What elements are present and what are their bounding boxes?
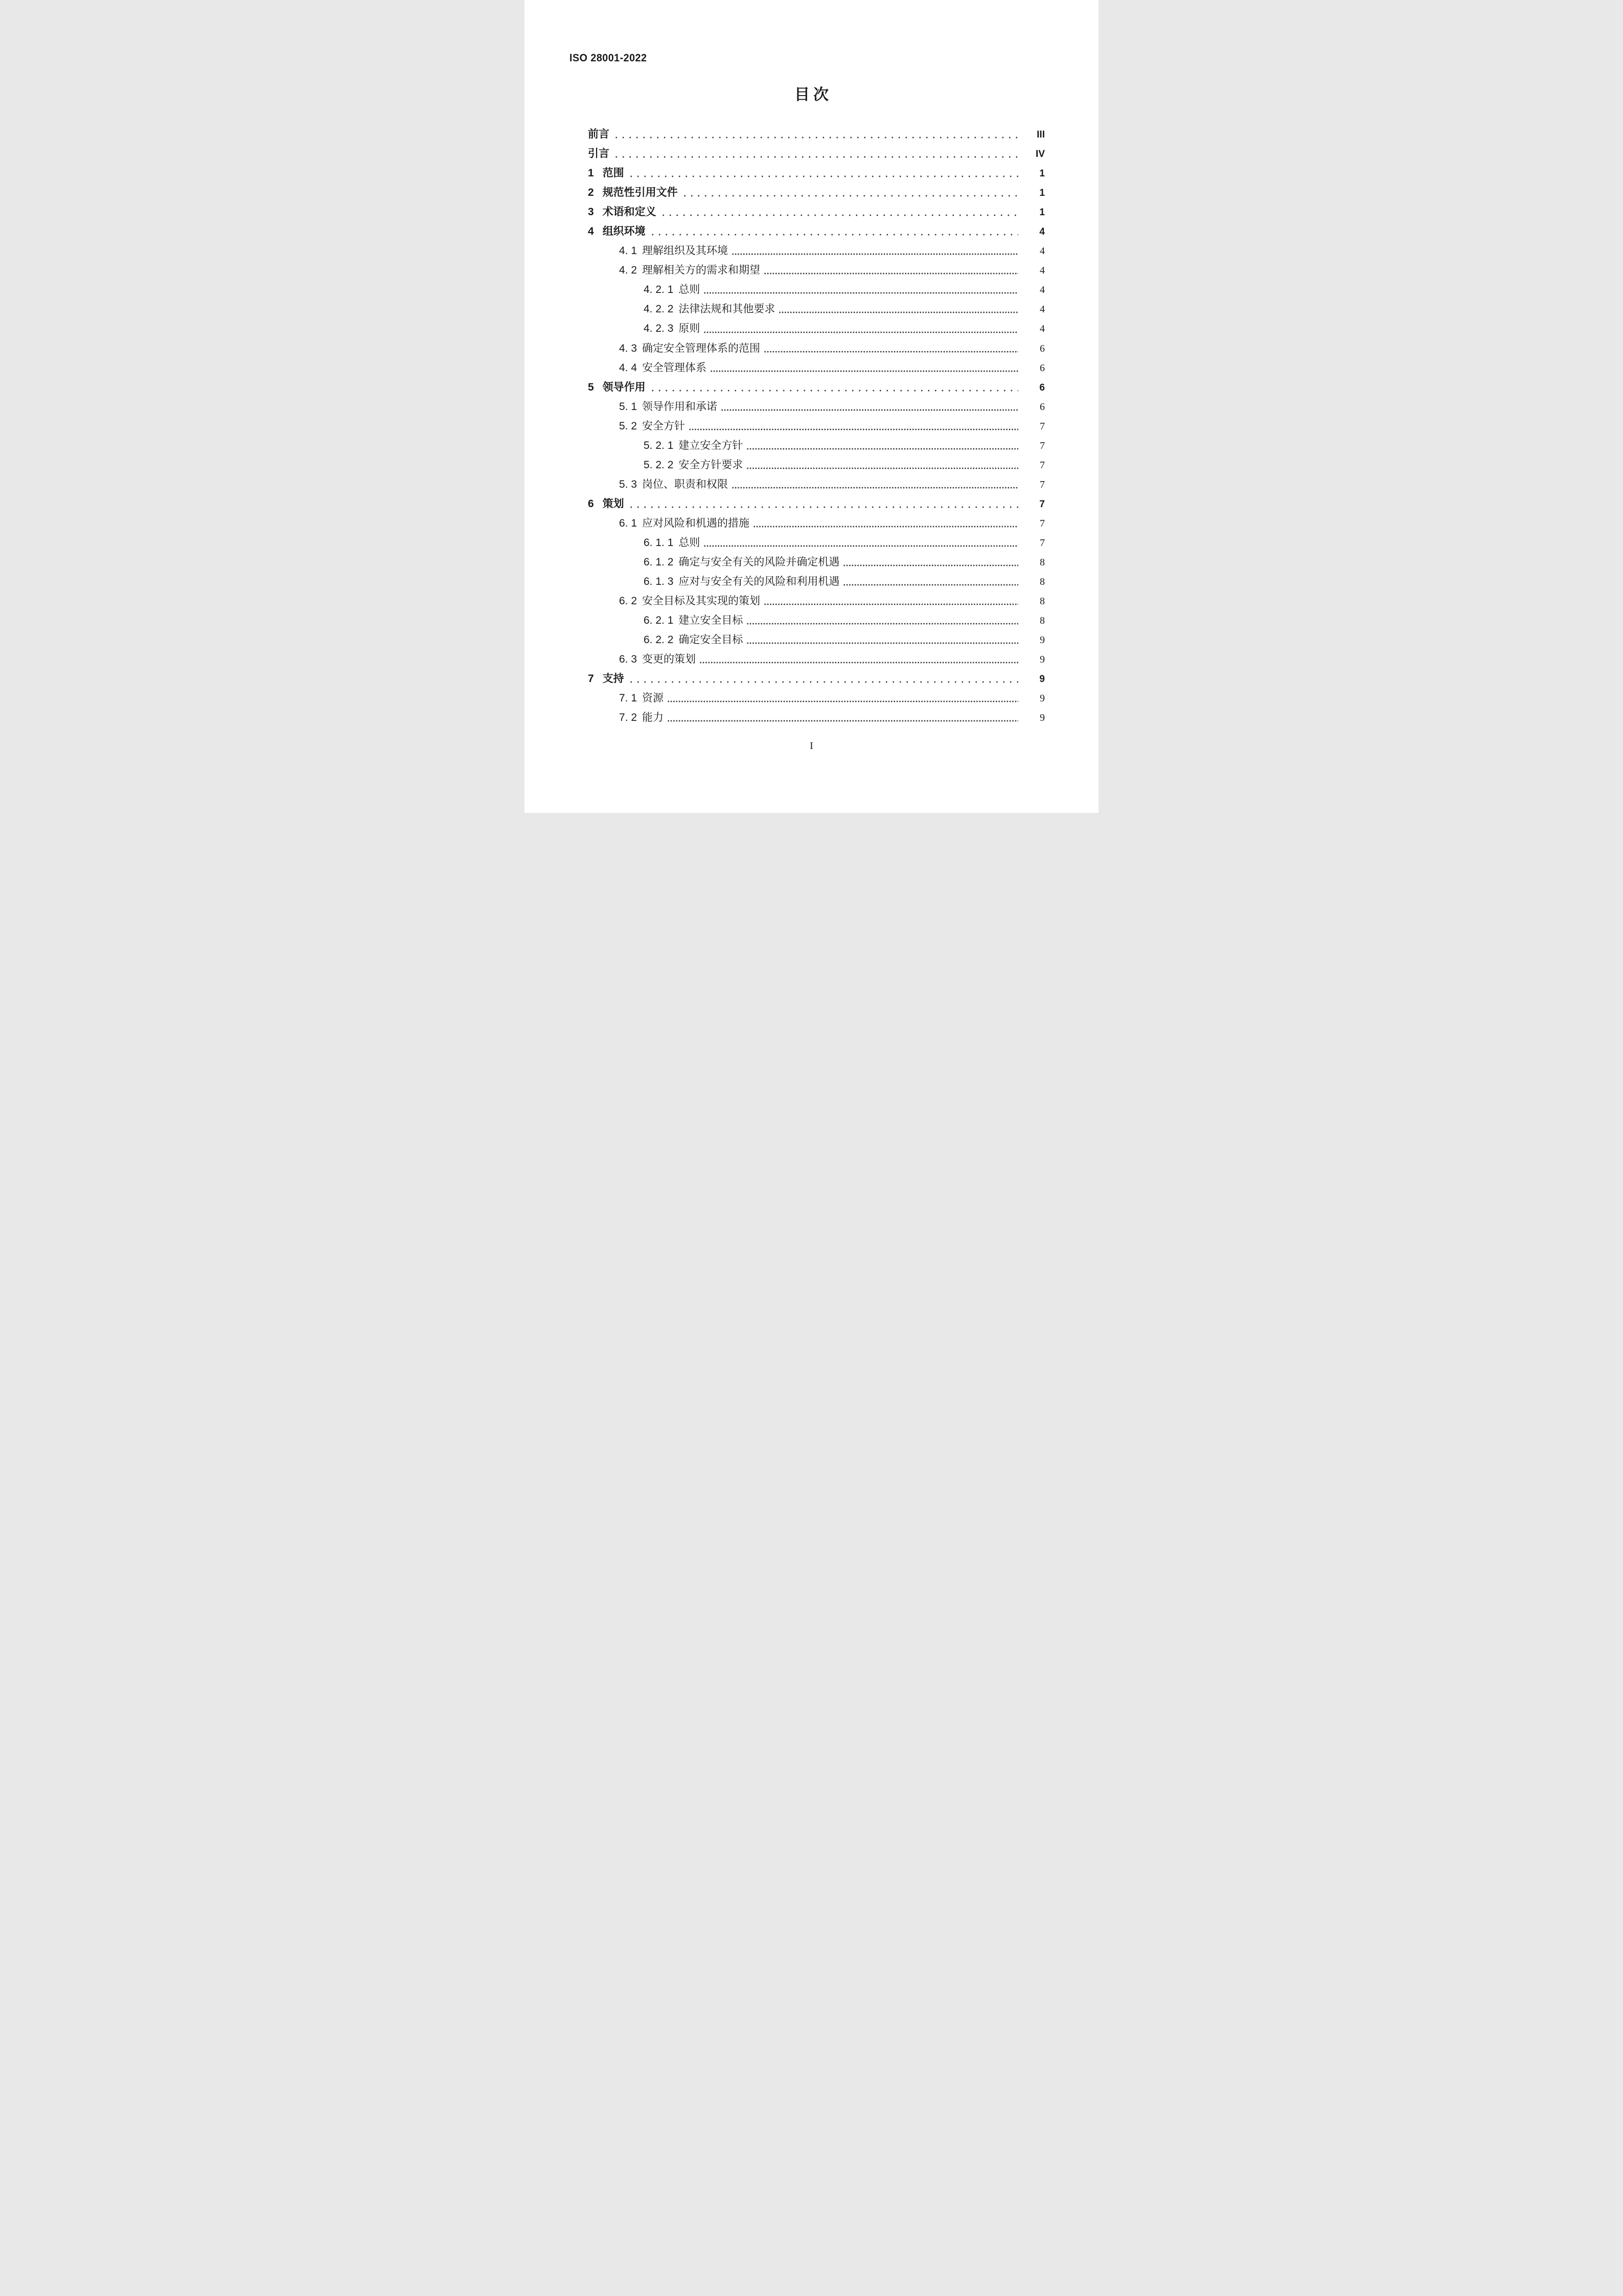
entry-label: 范围 — [602, 167, 624, 179]
dot-leader — [703, 545, 1018, 547]
dot-leader — [732, 253, 1018, 255]
entry-page-number: 1 — [1039, 207, 1045, 218]
dot-leader — [628, 175, 1018, 177]
entry-label: 应对风险和机遇的措施 — [642, 517, 750, 529]
entry-number: 6. 1. 2 — [644, 556, 674, 569]
entry-label: 能力 — [642, 712, 664, 724]
entry-label: 规范性引用文件 — [602, 187, 678, 199]
entry-page-number: III — [1037, 129, 1045, 140]
entry-label: 理解相关方的需求和期望 — [642, 264, 761, 277]
entry-label: 领导作用和承诺 — [642, 400, 718, 413]
entry-page-number: 8 — [1040, 576, 1045, 588]
toc-entry — [524, 630, 1099, 650]
entry-page-number: 8 — [1040, 557, 1045, 569]
entry-page-number: 4 — [1040, 265, 1045, 277]
toc-entry — [524, 319, 1099, 338]
dot-leader — [843, 564, 1018, 566]
toc-entry — [524, 397, 1099, 417]
dot-leader — [746, 623, 1018, 625]
entry-page-number: 7 — [1040, 440, 1045, 451]
entry-label: 策划 — [602, 497, 624, 510]
toc-entry — [524, 650, 1099, 669]
entry-page-number: 9 — [1040, 654, 1045, 666]
entry-number: 6. 1. 3 — [644, 576, 674, 588]
entry-label: 前言 — [588, 128, 609, 140]
entry-page-number: 1 — [1039, 188, 1045, 199]
dot-leader — [721, 409, 1018, 411]
entry-number: 4. 2 — [619, 264, 637, 277]
page-title: 目次 — [794, 86, 832, 103]
toc-entry — [524, 572, 1099, 592]
dot-leader — [779, 311, 1018, 313]
entry-page-number: 6 — [1040, 401, 1045, 413]
entry-number: 3 — [588, 206, 594, 218]
entry-page-number: 6 — [1040, 362, 1045, 374]
entry-page-number: 4 — [1039, 226, 1045, 238]
toc-entry — [524, 183, 1099, 202]
entry-number: 6. 1. 1 — [644, 536, 674, 549]
dot-leader — [746, 642, 1018, 644]
entry-number: 2 — [588, 187, 594, 199]
entry-number: 5. 2. 1 — [644, 439, 674, 451]
entry-number: 5. 2. 2 — [644, 459, 674, 471]
toc-entry — [524, 378, 1099, 397]
dot-leader — [681, 195, 1018, 197]
dot-leader — [746, 448, 1018, 450]
document-page — [524, 0, 1099, 813]
dot-leader — [764, 272, 1018, 275]
footer-page-number: I — [810, 740, 813, 752]
entry-label: 术语和定义 — [602, 206, 656, 218]
doc-code: ISO 28001-2022 — [569, 52, 647, 64]
entry-page-number: IV — [1036, 149, 1045, 160]
toc-entry — [524, 202, 1099, 222]
dot-leader — [703, 292, 1018, 294]
toc-entry — [524, 417, 1099, 436]
toc-entry — [524, 475, 1099, 494]
entry-label: 支持 — [602, 673, 624, 685]
toc-entry — [524, 669, 1099, 689]
entry-number: 4. 2. 3 — [644, 323, 674, 335]
entry-number: 5. 1 — [619, 400, 637, 413]
entry-label: 资源 — [642, 692, 664, 704]
entry-label: 确定安全目标 — [678, 634, 743, 646]
entry-page-number: 9 — [1040, 693, 1045, 704]
dot-leader — [628, 681, 1018, 683]
toc-list — [524, 125, 1099, 728]
toc-entry — [524, 708, 1099, 728]
entry-label: 变更的策划 — [642, 653, 696, 666]
entry-page-number: 9 — [1040, 634, 1045, 646]
entry-page-number: 6 — [1040, 343, 1045, 354]
entry-page-number: 9 — [1039, 674, 1045, 685]
entry-label: 法律法规和其他要求 — [678, 303, 775, 315]
toc-entry — [524, 125, 1099, 144]
entry-label: 安全方针要求 — [678, 459, 743, 471]
entry-page-number: 7 — [1039, 498, 1045, 510]
entry-label: 安全目标及其实现的策划 — [642, 595, 761, 607]
toc-entry — [524, 300, 1099, 319]
dot-leader — [843, 584, 1018, 586]
dot-leader — [699, 662, 1018, 664]
entry-label: 建立安全方针 — [678, 439, 743, 451]
entry-number: 4. 4 — [619, 361, 637, 374]
entry-page-number: 8 — [1040, 615, 1045, 627]
entry-number: 6. 1 — [619, 517, 637, 529]
entry-number: 5. 2 — [619, 420, 637, 432]
dot-leader — [649, 390, 1018, 392]
entry-label: 原则 — [678, 323, 700, 335]
toc-entry — [524, 358, 1099, 378]
entry-number: 7 — [588, 673, 594, 685]
entry-page-number: 6 — [1039, 382, 1045, 393]
entry-number: 4. 3 — [619, 342, 637, 354]
dot-leader — [660, 214, 1018, 216]
entry-number: 4. 1 — [619, 245, 637, 257]
dot-leader — [764, 603, 1018, 605]
entry-number: 7. 2 — [619, 712, 637, 724]
entry-page-number: 1 — [1039, 168, 1045, 179]
entry-number: 4. 2. 2 — [644, 303, 674, 315]
toc-entry — [524, 689, 1099, 708]
dot-leader — [703, 331, 1018, 333]
entry-number: 4. 2. 1 — [644, 284, 674, 296]
dot-leader — [746, 467, 1018, 469]
entry-number: 4 — [588, 225, 594, 238]
entry-label: 确定安全管理体系的范围 — [642, 342, 761, 354]
entry-page-number: 4 — [1040, 245, 1045, 257]
entry-number: 1 — [588, 167, 594, 179]
entry-page-number: 7 — [1040, 479, 1045, 490]
entry-page-number: 7 — [1040, 459, 1045, 471]
toc-entry — [524, 456, 1099, 475]
entry-label: 安全方针 — [642, 420, 685, 432]
toc-entry — [524, 222, 1099, 241]
entry-page-number: 4 — [1040, 323, 1045, 335]
entry-number: 6 — [588, 497, 594, 510]
entry-label: 组织环境 — [602, 225, 646, 238]
toc-entry — [524, 436, 1099, 456]
entry-label: 建立安全目标 — [678, 615, 743, 627]
entry-page-number: 4 — [1040, 284, 1045, 296]
entry-number: 6. 2 — [619, 595, 637, 607]
entry-label: 确定与安全有关的风险并确定机遇 — [678, 556, 840, 569]
dot-leader — [753, 526, 1018, 528]
entry-page-number: 4 — [1040, 304, 1045, 315]
dot-leader — [628, 506, 1018, 508]
toc-entry — [524, 611, 1099, 630]
toc-entry — [524, 494, 1099, 514]
dot-leader — [710, 370, 1018, 372]
entry-label: 应对与安全有关的风险和利用机遇 — [678, 576, 840, 588]
entry-label: 理解组织及其环境 — [642, 245, 728, 257]
toc-entry — [524, 144, 1099, 164]
entry-number: 5 — [588, 381, 594, 393]
entry-number: 7. 1 — [619, 692, 637, 704]
entry-label: 总则 — [678, 536, 700, 549]
entry-page-number: 9 — [1040, 712, 1045, 724]
toc-entry — [524, 280, 1099, 300]
entry-label: 安全管理体系 — [642, 361, 707, 374]
dot-leader — [732, 487, 1018, 489]
toc-entry — [524, 261, 1099, 280]
entry-label: 岗位、职责和权限 — [642, 478, 728, 490]
entry-number: 6. 3 — [619, 653, 637, 666]
entry-page-number: 7 — [1040, 517, 1045, 529]
entry-number: 6. 2. 1 — [644, 615, 674, 627]
toc-entry — [524, 514, 1099, 533]
dot-leader — [667, 720, 1018, 722]
dot-leader — [689, 428, 1018, 430]
dot-leader — [649, 234, 1018, 236]
dot-leader — [667, 700, 1018, 702]
toc-entry — [524, 241, 1099, 261]
toc-entry — [524, 533, 1099, 553]
dot-leader — [613, 156, 1018, 158]
toc-entry — [524, 592, 1099, 611]
toc-entry — [524, 164, 1099, 183]
entry-label: 领导作用 — [602, 381, 646, 393]
toc-entry — [524, 553, 1099, 572]
entry-number: 6. 2. 2 — [644, 634, 674, 646]
entry-label: 总则 — [678, 284, 700, 296]
dot-leader — [764, 351, 1018, 353]
dot-leader — [613, 137, 1018, 139]
entry-page-number: 8 — [1040, 596, 1045, 607]
entry-number: 5. 3 — [619, 478, 637, 490]
entry-label: 引言 — [588, 148, 609, 160]
toc-entry — [524, 339, 1099, 358]
entry-page-number: 7 — [1040, 420, 1045, 432]
entry-page-number: 7 — [1040, 537, 1045, 549]
